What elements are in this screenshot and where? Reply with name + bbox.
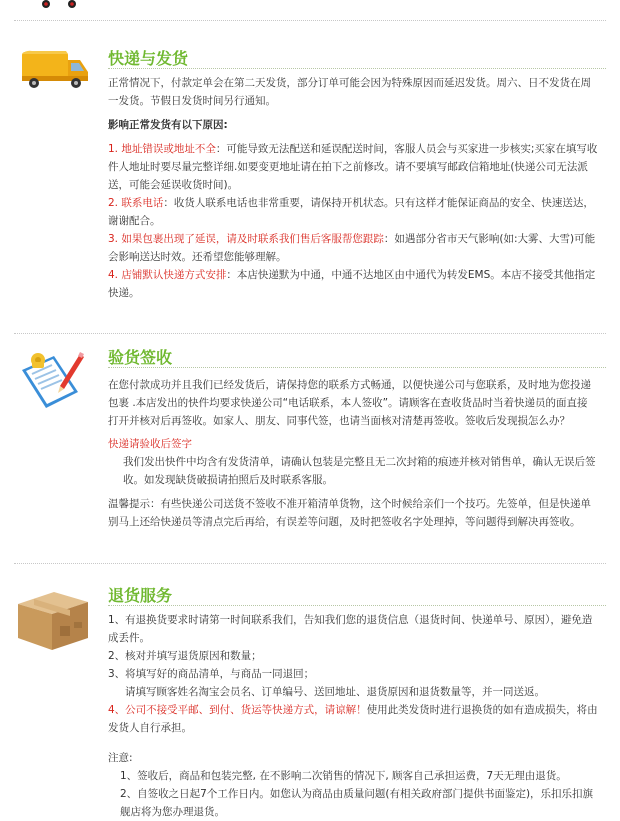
reason-3-number: 3. — [108, 233, 119, 245]
returns-item-4-warning: 4、公司不接受平邮、到付、货运等快递方式，请谅解！ — [108, 704, 367, 716]
reason-3-key: 如果包裹出现了延误，请及时联系我们售后客服帮您跟踪 — [121, 233, 384, 245]
inspection-paragraph-1: 在您付款成功并且我们已经发货后，请保持您的联系方式畅通，以便快递公司与您联系，及时地为您投递包裹 .本店发出的快件均要求快递公司“电话联系，本人签收”。请顾客在查收货品时当着快递员的面直接打开并核对后再签收。如家人、朋友、同事代签，也请当面核对清楚再签收。签收后发现损怎么办？ — [108, 379, 591, 427]
reason-1-number: 1. — [108, 143, 119, 155]
clipboard-pencil-icon — [16, 348, 84, 412]
returns-note-2: 2、自签收之日起7个工作日内。如您认为商品由质量问题(有相关政府部门提供书面鉴定)，乐扣乐扣旗舰店将为您办理退货。 — [120, 788, 594, 818]
returns-title: 退货服务 — [108, 586, 173, 605]
shipping-subhead: 影响正常发货有以下原因: — [108, 119, 228, 131]
divider-2 — [14, 563, 606, 564]
inspection-title-rule — [108, 367, 606, 368]
shipping-title-rule — [108, 68, 606, 69]
reason-2-number: 2. — [108, 197, 119, 209]
returns-item-4-text: 使用此类发货时进行退换货的如有造成损失，将由发货人自行承担。 — [108, 704, 598, 734]
reason-4-text: ：本店快递默为中通，中通不达地区由中通代为转发EMS。本店不接受其他指定快递。 — [108, 269, 596, 299]
returns-item-4 — [108, 701, 598, 737]
divider-1 — [14, 333, 606, 334]
inspection-paragraph-2: 我们发出快件中均含有发货清单，请确认包装是完整且无二次封箱的痕迹并核对销售单，确认无误后签收。如发现缺货破损请拍照后及时联系客服。 — [123, 456, 596, 486]
returns-item-1: 1、有退换货要求时请第一时间联系我们，告知我们您的退货信息（退货时间、快递单号、原因），避免造成丢件。 — [108, 614, 593, 644]
returns-body — [108, 611, 598, 821]
delivery-van-icon — [18, 46, 90, 90]
shipping-reason-2 — [108, 194, 598, 230]
reason-3-text: ：如遇部分省市天气影响(如:大雾、大雪)可能会影响送达时效。还希望您能够理解。 — [108, 233, 596, 263]
cardboard-box-icon — [14, 586, 90, 652]
returns-note-1: 1、签收后，商品和包装完整, 在不影响二次销售的情况下, 顾客自己承担运费，7天无理由退货。 — [120, 770, 567, 782]
shipping-title: 快递与发货 — [108, 49, 189, 68]
inspection-body — [108, 376, 598, 531]
shipping-intro: 正常情况下，付款定单会在第二天发货，部分订单可能会因为特殊原因而延迟发货。周六、日不发货在周一发货。节假日发货时间另行通知。 — [108, 77, 591, 107]
returns-item-2: 2、核对并填写退货原因和数量； — [108, 650, 262, 662]
top-divider — [14, 20, 606, 21]
inspection-red-line: 快递请验收后签字 — [108, 438, 192, 450]
shipping-reason-4 — [108, 266, 598, 302]
returns-title-rule — [108, 605, 606, 606]
inspection-title: 验货签收 — [108, 348, 173, 367]
reason-2-text: ：收货人联系电话也非常重要，请保持开机状态。只有这样才能保证商品的安全、快速送达，谢谢配合。 — [108, 197, 594, 227]
reason-2-key: 联系电话 — [121, 197, 164, 209]
reason-1-key: 地址错误或地址不全 — [121, 143, 216, 155]
reason-1-text: ：可能导致无法配送和延误配送时间，客服人员会与买家进一步核实;买家在填写收件人地址时要尽量完整详细.如要变更地址请在拍下之前修改。请不要填写邮政信箱地址(快递公司无法派送，可能会延误收货时间)。 — [108, 143, 598, 191]
reason-4-number: 4. — [108, 269, 119, 281]
reason-4-key: 店铺默认快递方式安排 — [121, 269, 227, 281]
returns-item-3: 3、将填写好的商品清单，与商品一同退回； — [108, 668, 315, 680]
top-icon-fragment — [38, 0, 84, 12]
returns-item-3-detail: 请填写顾客姓名淘宝会员名、订单编号、送回地址、退货原因和退货数量等，并一同送返。 — [125, 686, 545, 698]
shipping-reason-1 — [108, 140, 598, 194]
shipping-body — [108, 74, 598, 302]
returns-note-label: 注意: — [108, 752, 133, 764]
inspection-tip: 温馨提示：有些快递公司送货不签收不准开箱清单货物，这个时候给亲们一个技巧。先签单，但是快递单别马上还给快递员等清点完后再给，有误差等问题，及时把签收名字处理掉，等问题得到解决再签收。 — [108, 498, 591, 528]
shipping-reason-3 — [108, 230, 598, 266]
